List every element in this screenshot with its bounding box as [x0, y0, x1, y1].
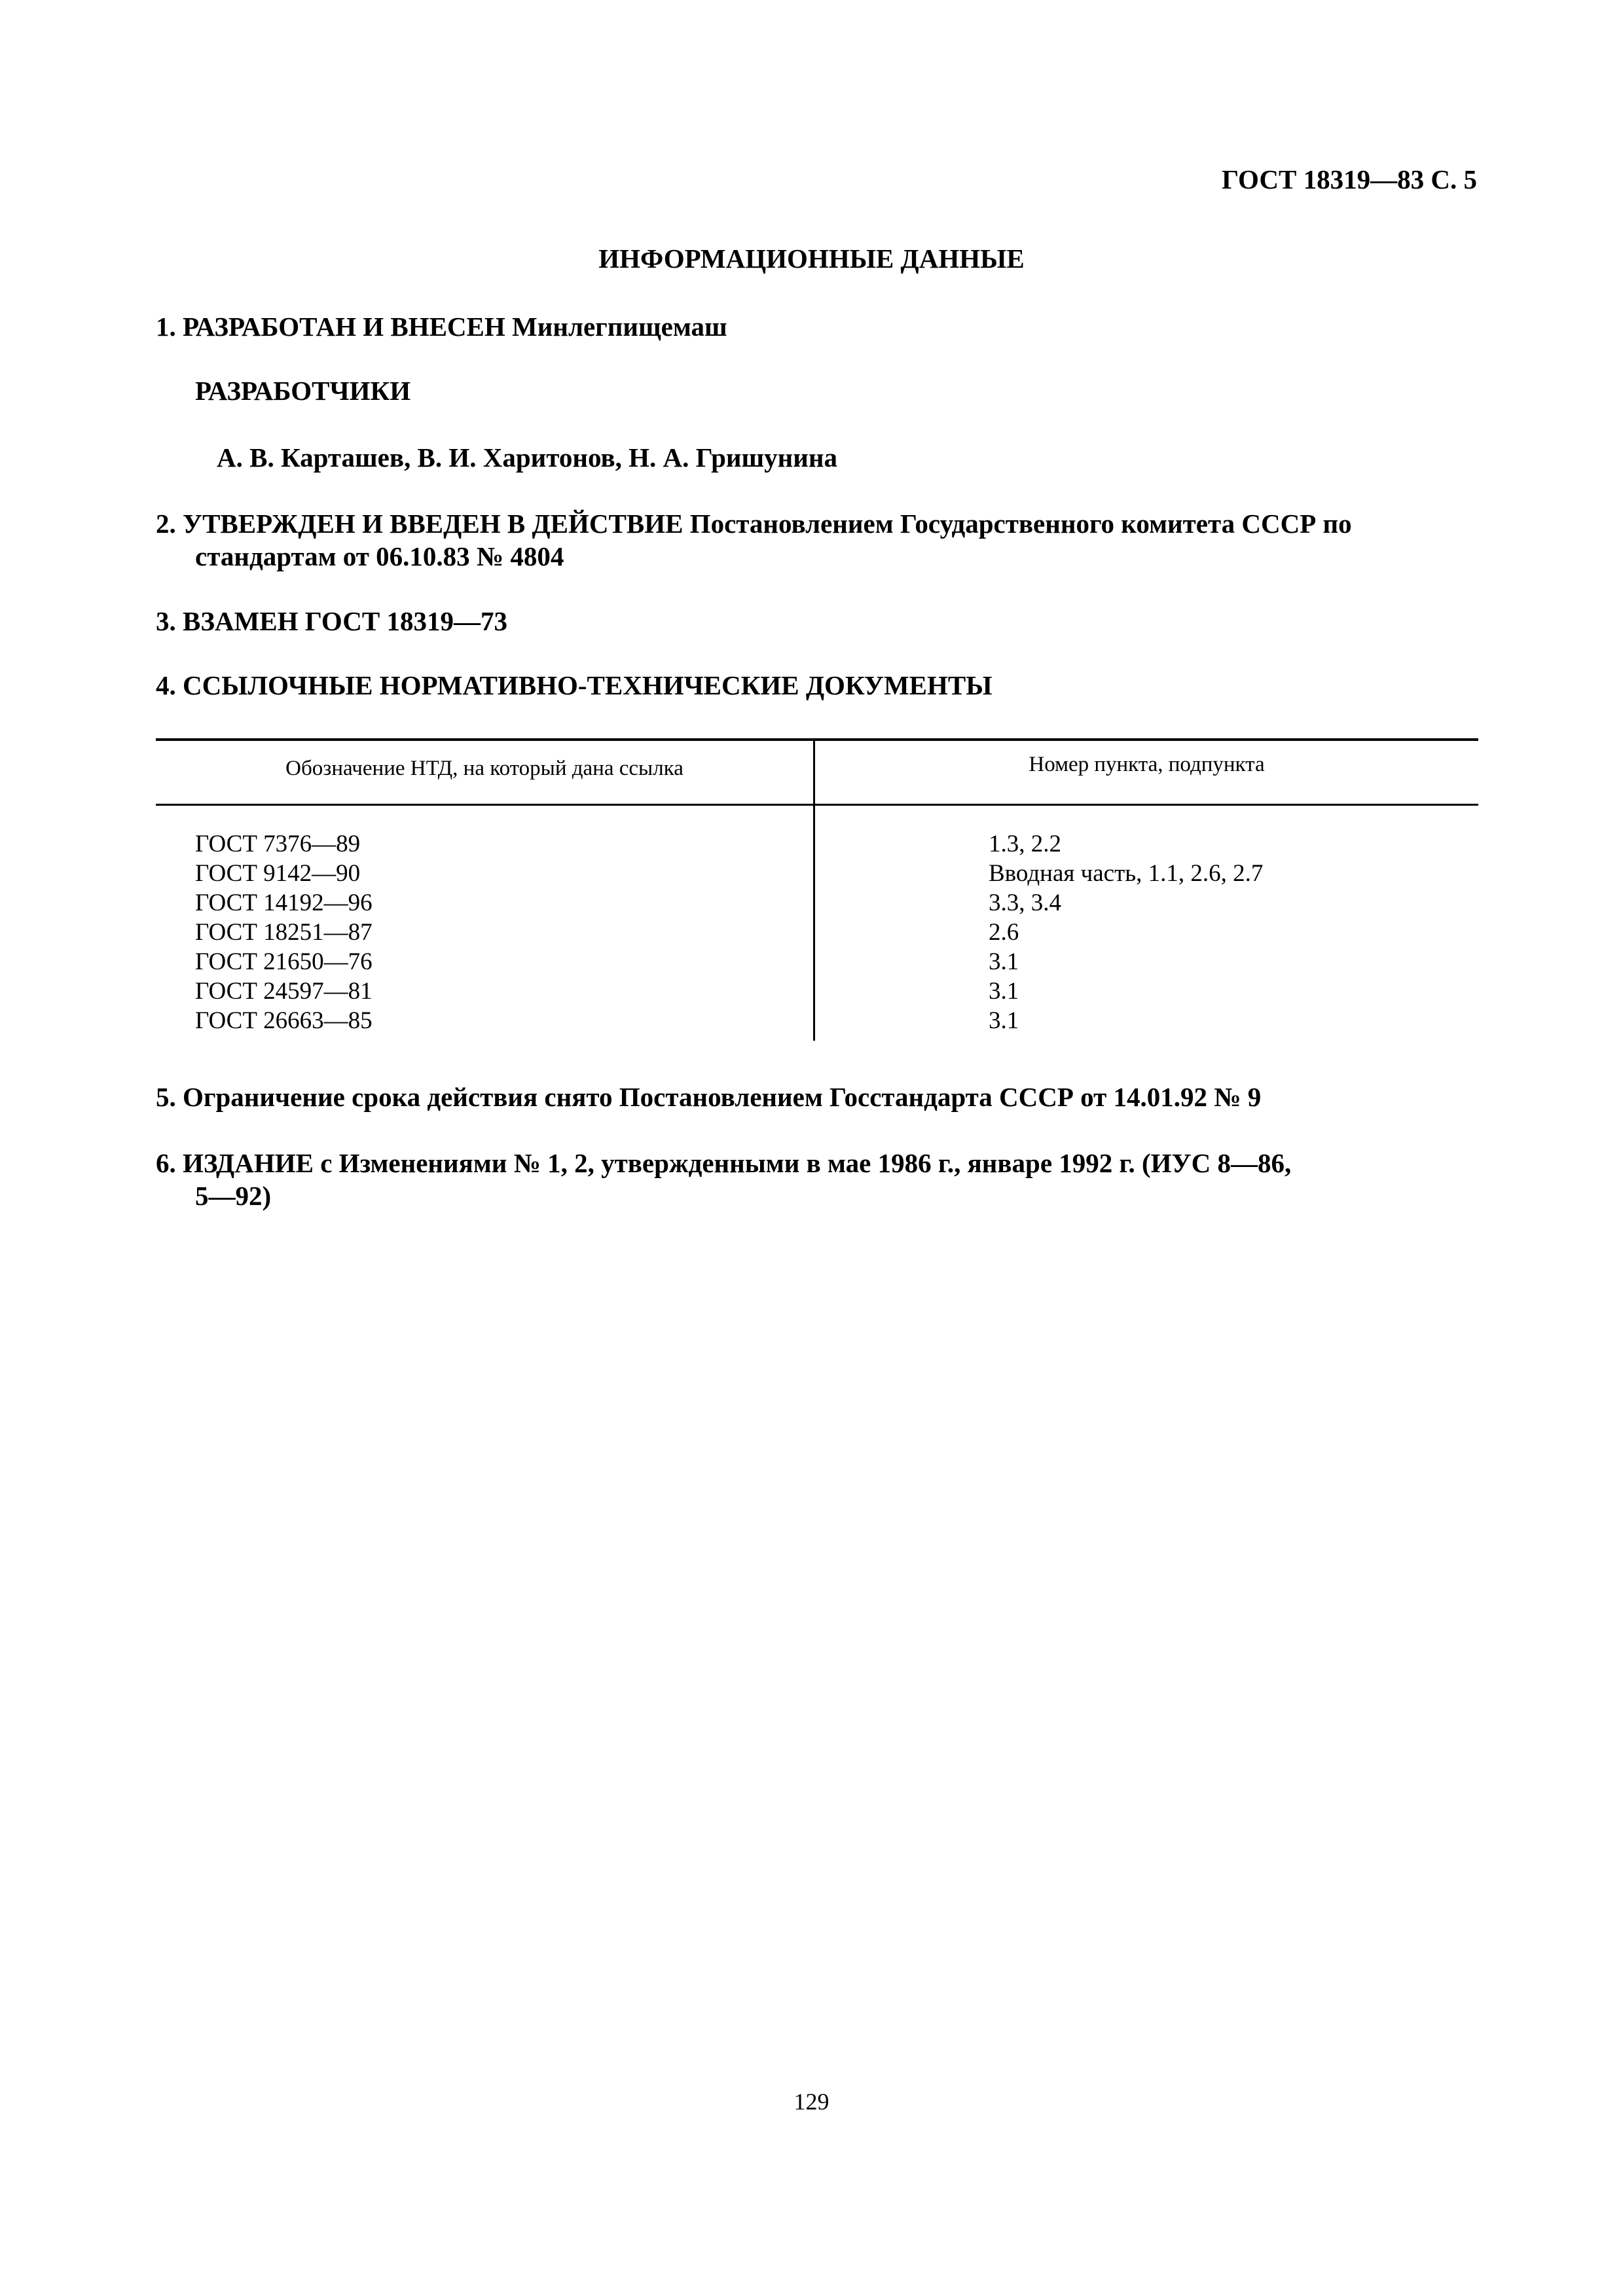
- table-cell-designation: ГОСТ 9142—90: [195, 860, 361, 887]
- section-3-line: 3. ВЗАМЕН ГОСТ 18319—73: [156, 606, 507, 636]
- reference-documents-table: [156, 738, 1478, 1041]
- table-cell-designation: ГОСТ 18251—87: [195, 919, 373, 946]
- table-cell-clause: 2.6: [989, 919, 1019, 946]
- table-column-clauses: [989, 829, 1263, 1035]
- section-2-line-1: 2. УТВЕРЖДЕН И ВВЕДЕН В ДЕЙСТВИЕ Постановлением Государственного комитета СССР по: [156, 509, 1352, 539]
- table-cell-clause: 3.1: [989, 978, 1019, 1005]
- table-cell-designation: ГОСТ 26663—85: [195, 1007, 373, 1034]
- table-header-rule: [156, 804, 1478, 806]
- table-cell-clause: 3.3, 3.4: [989, 889, 1061, 916]
- developers-heading: РАЗРАБОТЧИКИ: [195, 376, 411, 406]
- table-cell-clause: 3.1: [989, 948, 1019, 975]
- table-cell-clause: 1.3, 2.2: [989, 831, 1061, 857]
- section-1-line: 1. РАЗРАБОТАН И ВНЕСЕН Минлегпищемаш: [156, 312, 727, 342]
- section-4-line: 4. ССЫЛОЧНЫЕ НОРМАТИВНО-ТЕХНИЧЕСКИЕ ДОКУМЕНТЫ: [156, 670, 993, 700]
- table-cell-clause: 3.1: [989, 1007, 1019, 1034]
- table-header-designation: Обозначение НТД, на который дана ссылка: [285, 757, 684, 780]
- page-number: 129: [793, 2089, 830, 2115]
- section-5-line: 5. Ограничение срока действия снято Постановлением Госстандарта СССР от 14.01.92 № 9: [156, 1082, 1262, 1112]
- section-6-line-1: 6. ИЗДАНИЕ с Изменениями № 1, 2, утвержденными в мае 1986 г., январе 1992 г. (ИУС 8—86,: [156, 1148, 1292, 1178]
- table-header-clause-number: Номер пункта, подпункта: [1029, 753, 1265, 776]
- section-2: [156, 507, 1478, 573]
- table-column-divider: [813, 738, 815, 1041]
- page-title: ИНФОРМАЦИОННЫЕ ДАННЫЕ: [598, 243, 1025, 274]
- table-column-designations: [195, 829, 373, 1035]
- table-cell-designation: ГОСТ 21650—76: [195, 948, 373, 975]
- table-cell-designation: ГОСТ 7376—89: [195, 831, 361, 857]
- document-header: ГОСТ 18319—83 С. 5: [1221, 164, 1477, 194]
- section-6-line-2: 5—92): [195, 1181, 272, 1211]
- table-cell-clause: Вводная часть, 1.1, 2.6, 2.7: [989, 860, 1264, 887]
- table-top-rule: [156, 738, 1478, 741]
- table-cell-designation: ГОСТ 24597—81: [195, 978, 373, 1005]
- section-6: [156, 1147, 1478, 1212]
- developers-list: А. В. Карташев, В. И. Харитонов, Н. А. Гришунина: [217, 442, 838, 473]
- table-cell-designation: ГОСТ 14192—96: [195, 889, 373, 916]
- section-2-line-2: стандартам от 06.10.83 № 4804: [195, 541, 564, 571]
